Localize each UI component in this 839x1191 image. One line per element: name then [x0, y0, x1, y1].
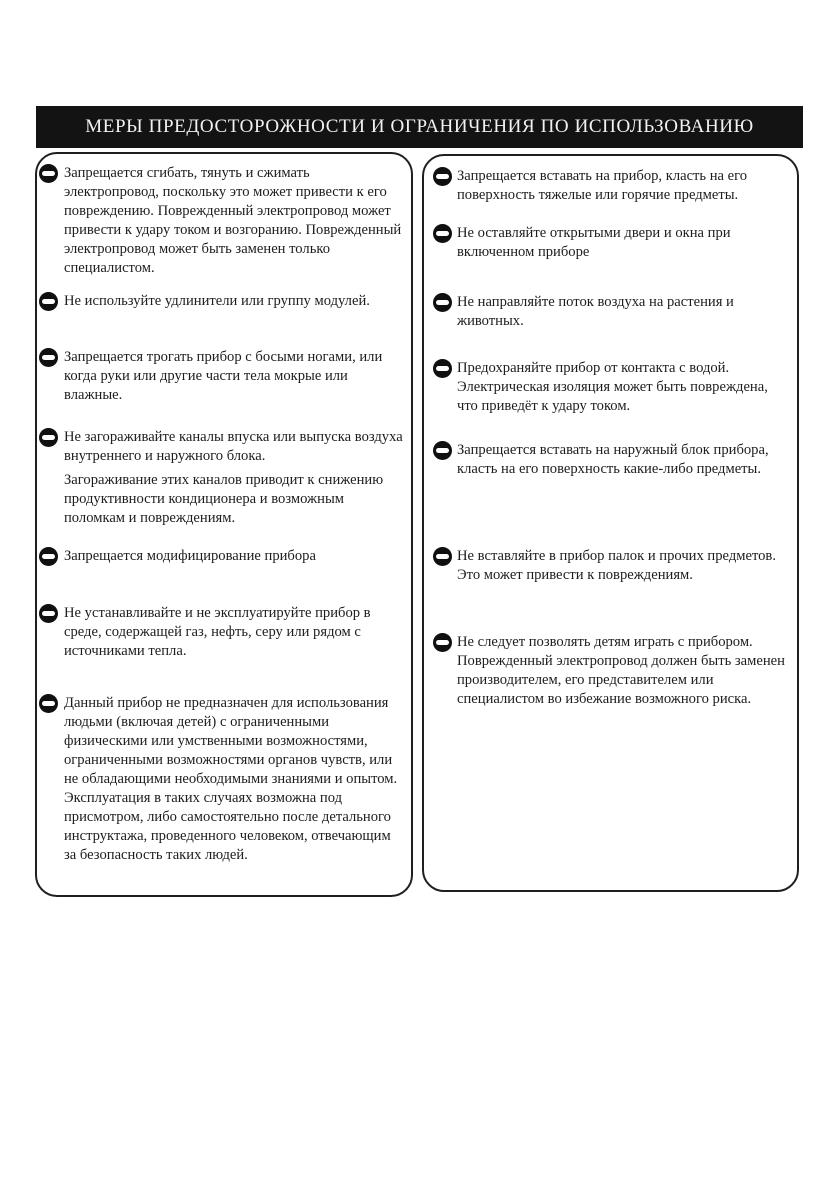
precaution-item	[37, 604, 411, 661]
prohibition-icon	[39, 292, 58, 311]
precautions-box-right	[422, 154, 799, 892]
precaution-item	[424, 224, 797, 262]
precaution-item	[424, 293, 797, 331]
prohibition-icon	[433, 359, 452, 378]
precaution-text	[457, 441, 788, 479]
precaution-text	[64, 292, 404, 311]
precaution-text	[64, 604, 404, 661]
precaution-text	[64, 428, 404, 528]
precaution-item	[424, 167, 797, 205]
prohibition-icon	[39, 547, 58, 566]
precaution-text	[457, 224, 788, 262]
section-title-bar	[36, 106, 803, 148]
precaution-paragraph: Запрещается вставать на прибор, класть на его поверхность тяжелые или горячие предметы.	[457, 168, 748, 203]
prohibition-icon	[39, 428, 58, 447]
prohibition-icon	[433, 224, 452, 243]
precaution-text	[64, 547, 404, 566]
precaution-paragraph: Не направляйте поток воздуха на растения и животных.	[457, 294, 734, 329]
precaution-text	[457, 293, 788, 331]
prohibition-icon	[433, 293, 452, 312]
precaution-paragraph: Не следует позволять детям играть с прибором. Поврежденный электропровод должен быть заменен производителем, его представителем или специалистом во избежание возможного риска.	[457, 634, 785, 707]
prohibition-icon	[433, 633, 452, 652]
precaution-item	[424, 547, 797, 585]
prohibition-icon	[433, 441, 452, 460]
precaution-paragraph: Не вставляйте в прибор палок и прочих предметов. Это может привести к повреждениям.	[457, 548, 776, 583]
precaution-paragraph: Не используйте удлинители или группу модулей.	[64, 293, 370, 309]
precaution-item	[37, 547, 411, 566]
prohibition-icon	[39, 604, 58, 623]
precaution-paragraph: Данный прибор не предназначен для использования людьми (включая детей) с ограниченными физическими или умственными возможностями, ограниченными возможностями органов чувств, или не обладающими необходимыми знаниями и опытом. Эксплуатация в таких случаях возможна под присмотром, либо самостоятельно после детального инструктажа, проведенного человеком, отвечающим за безопасность таких людей.	[64, 695, 398, 863]
precaution-item	[37, 348, 411, 405]
precaution-text	[64, 164, 404, 278]
precaution-paragraph: Запрещается трогать прибор с босыми ногами, или когда руки или другие части тела мокрые или влажные.	[64, 349, 383, 403]
precaution-item	[37, 164, 411, 278]
section-title: МЕРЫ ПРЕДОСТОРОЖНОСТИ И ОГРАНИЧЕНИЯ ПО ИСПОЛЬЗОВАНИЮ	[85, 116, 754, 137]
precautions-box-left	[35, 152, 413, 897]
precaution-item	[37, 292, 411, 311]
precaution-text	[64, 348, 404, 405]
precaution-text	[457, 547, 788, 585]
precaution-paragraph: Не оставляйте открытыми двери и окна при включенном приборе	[457, 225, 731, 260]
precaution-paragraph: Не устанавливайте и не эксплуатируйте прибор в среде, содержащей газ, нефть, серу или рядом с источниками тепла.	[64, 605, 371, 659]
precaution-item	[424, 359, 797, 416]
precaution-paragraph: Запрещается сгибать, тянуть и сжимать электропровод, поскольку это может привести к его повреждению. Поврежденный электропровод может привести к удару током и возгоранию. Поврежденный электропровод может быть заменен только специалистом.	[64, 165, 402, 276]
precaution-paragraph: Не загораживайте каналы впуска или выпуска воздуха внутреннего и наружного блока.	[64, 429, 403, 464]
precaution-text	[457, 359, 788, 416]
precaution-paragraph: Запрещается модифицирование прибора	[64, 548, 316, 564]
precaution-item	[424, 441, 797, 479]
precaution-paragraph: Запрещается вставать на наружный блок прибора, класть на его поверхность какие-либо предметы.	[457, 442, 769, 477]
precaution-item	[37, 694, 411, 865]
prohibition-icon	[433, 547, 452, 566]
precaution-paragraph: Загораживание этих каналов приводит к снижению продуктивности кондиционера и возможным поломкам и повреждениям.	[64, 472, 384, 526]
precaution-paragraph: Предохраняйте прибор от контакта с водой. Электрическая изоляция может быть повреждена, что приведёт к удару током.	[457, 360, 768, 414]
precaution-text	[64, 694, 404, 865]
prohibition-icon	[39, 348, 58, 367]
precaution-item	[37, 428, 411, 528]
prohibition-icon	[39, 694, 58, 713]
prohibition-icon	[39, 164, 58, 183]
precaution-item	[424, 633, 797, 709]
precaution-text	[457, 633, 788, 709]
precaution-text	[457, 167, 788, 205]
prohibition-icon	[433, 167, 452, 186]
